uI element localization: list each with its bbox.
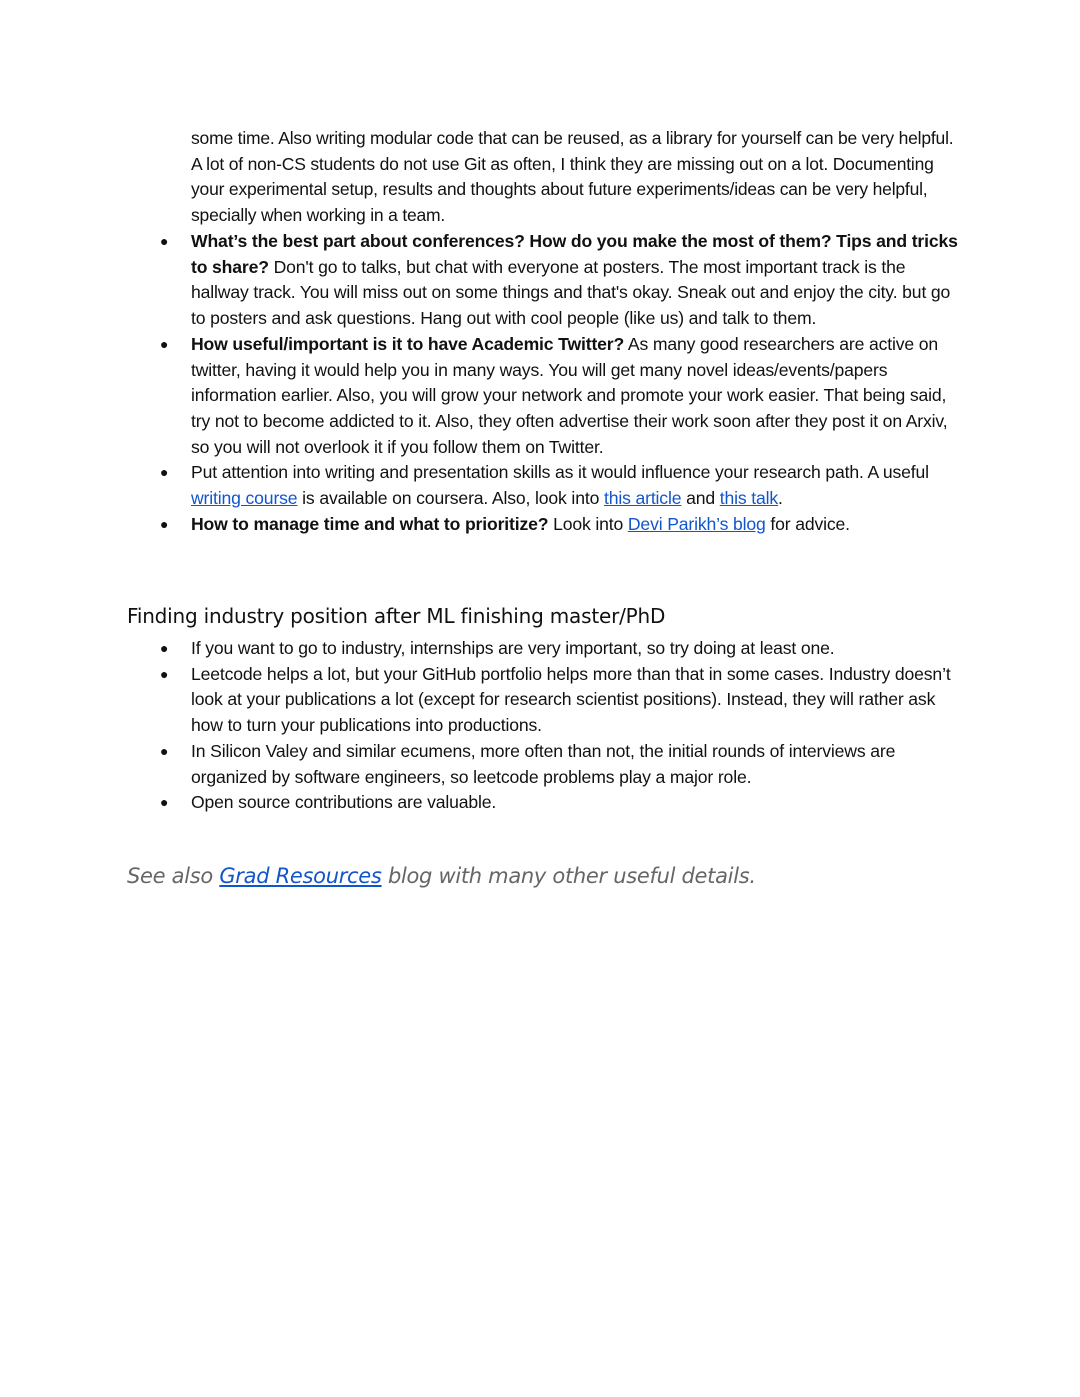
- list-item: [160, 512, 960, 538]
- bullet-icon: ●: [160, 665, 169, 682]
- item-text: If you want to go to industry, internships are very important, so try doing at least one.: [191, 638, 835, 658]
- item-text: and: [681, 488, 720, 509]
- answer-text: As many good researchers are active on twitter, having it would help you in many ways. You will get many novel ideas/events/papers information earlier. Also, you will grow your network and promote your work easier. That being said, try not to become addicted to it. Also, they often advertise their work soon after they post it on Arxiv, so you will not overlook it if you follow them on Twitter.: [191, 333, 948, 457]
- bullet-icon: ●: [160, 233, 169, 249]
- see-also-note: [127, 864, 756, 888]
- item-text: In Silicon Valey and similar ecumens, more often than not, the initial rounds of interviews are organized by software engineers, so leetcode problems play a major role.: [191, 740, 896, 787]
- list-item: [160, 662, 960, 739]
- this-talk-link[interactable]: this talk: [719, 488, 779, 509]
- grad-resources-link[interactable]: Grad Resources: [219, 864, 382, 888]
- question-text: How useful/important is it to have Academic Twitter?: [191, 333, 625, 354]
- list-item: [160, 332, 960, 461]
- list-item: [160, 229, 960, 332]
- bullet-icon: ●: [160, 742, 169, 759]
- devi-parikh-blog-link[interactable]: Devi Parikh’s blog: [627, 513, 766, 534]
- intro-paragraph: some time. Also writing modular code that can be reused, as a library for yourself can be very helpful. A lot of non-CS students do not use Git as often, I think they are missing out on a lot. Documenting your experimental setup, results and thoughts about future experiments/ideas can be very helpful, specially when working in a team.: [191, 128, 954, 226]
- list-item: [160, 739, 960, 790]
- tips-list: [160, 229, 960, 537]
- bullet-icon: ●: [160, 640, 169, 656]
- section-heading-industry: Finding industry position after ML finishing master/PhD: [127, 604, 666, 628]
- question-text: How to manage time and what to prioritize?: [191, 513, 549, 534]
- item-text: .: [778, 488, 783, 509]
- list-item: [160, 790, 960, 816]
- answer-text: for advice.: [765, 513, 850, 534]
- industry-list: [160, 636, 960, 816]
- list-item: [160, 636, 960, 662]
- bullet-icon: ●: [160, 464, 169, 481]
- item-text: Leetcode helps a lot, but your GitHub portfolio helps more than that in some cases. Industry doesn’t look at your publications a lot (except for research scientist positions). Instead, they will rather ask how to turn your publications into productions.: [191, 663, 951, 736]
- this-article-link[interactable]: this article: [603, 488, 682, 509]
- item-text: Put attention into writing and presentation skills as it would influence your research path. A useful: [191, 462, 929, 483]
- list-item: [160, 460, 960, 511]
- item-text: Open source contributions are valuable.: [191, 792, 497, 813]
- bullet-icon: ●: [160, 515, 169, 532]
- answer-text: Look into: [548, 513, 628, 534]
- writing-course-link[interactable]: writing course: [191, 488, 298, 509]
- question-text: What’s the best part about conferences? How do you make the most of them? Tips and tricks to share?: [191, 231, 958, 277]
- answer-text: Don't go to talks, but chat with everyone at posters. The most important track is the hallway track. You will miss out on some things and that's okay. Sneak out and enjoy the city. but go to posters and ask questions. Hang out with cool people (like us) and talk to them.: [191, 256, 951, 329]
- see-also-text: blog with many other useful details.: [381, 864, 756, 888]
- bullet-icon: ●: [160, 335, 169, 352]
- see-also-text: See also: [127, 864, 220, 888]
- bullet-icon: ●: [160, 794, 169, 811]
- item-text: is available on coursera. Also, look into: [297, 488, 604, 509]
